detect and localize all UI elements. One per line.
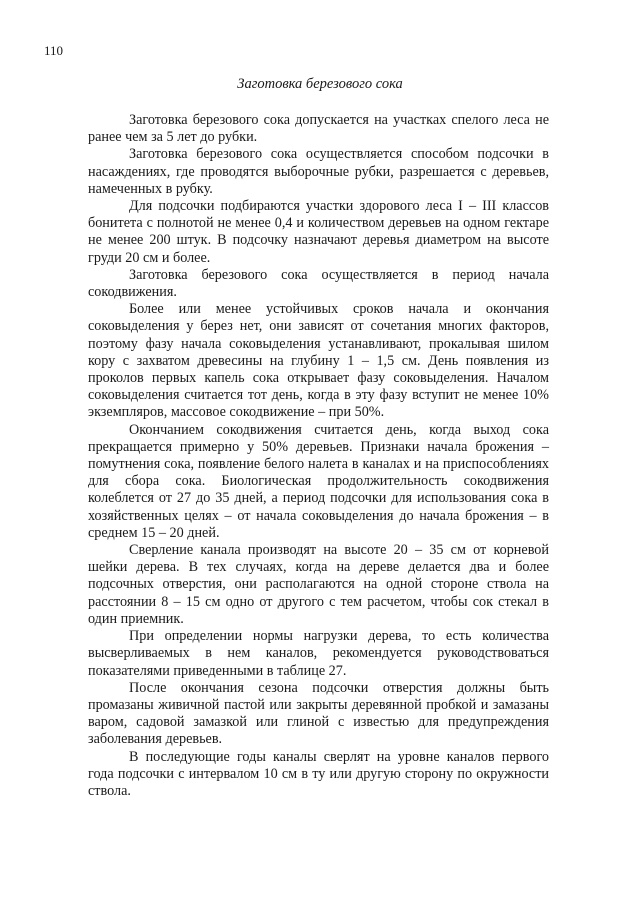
section-title: Заготовка березового сока (237, 76, 403, 92)
paragraph: Заготовка березового сока допускается на участках спелого леса не ранее чем за 5 лет до рубки. (88, 112, 549, 146)
paragraph: Для подсочки подбираются участки здорового леса I – III классов бонитета с полнотой не менее 0,4 и количеством деревьев на одном гектаре не менее 200 штук. В подсочку назначают деревья диаметром на высоте груди 20 см и более. (88, 198, 549, 266)
page-number: 110 (44, 43, 64, 58)
paragraph: Сверление канала производят на высоте 20 – 35 см от корневой шейки дерева. В тех случаях, когда на дереве делается два и более подсочных отверстия, они располагаются на одной стороне ствола на расстоянии 8 – 15 см одно от другого с тем расчетом, чтобы сок стекал в один приемник. (88, 542, 549, 627)
paragraph: Заготовка березового сока осуществляется способом подсочки в насаждениях, где проводятся выборочные рубки, разрешается с деревьев, намеченных в рубку. (88, 146, 549, 197)
paragraph: Заготовка березового сока осуществляется в период начала сокодвижения. (88, 266, 549, 301)
paragraph: В последующие годы каналы сверлят на уровне каналов первого года подсочки с интервалом 10 см в ту или другую сторону по окружности ствола. (88, 748, 549, 799)
paragraph: При определении нормы нагрузки дерева, то есть количества высверливаемых в нем каналов, рекомендуется руководствоваться показателями приведенными в таблице 27. (88, 628, 549, 679)
body-text (88, 112, 549, 800)
paragraph: Окончанием сокодвижения считается день, когда выход сока прекращается примерно у 50% деревьев. Признаки начала брожения – помутнения сока, появление белого налета в каналах и на приспособлениях для сбора сока. Биологическая продолжительность сокодвижения колеблется от 27 до 35 дней, а период подсочки для использования сока в хозяйственных целях – от начала соковыделения до начала брожения – в среднем 15 – 20 дней. (88, 421, 549, 541)
paragraph: Более или менее устойчивых сроков начала и окончания соковыделения у берез нет, они зависят от сочетания многих факторов, поэтому фазу начала соковыделения устанавливают, прокалывая шилом кору с захватом древесины на глубину 1 – 1,5 см. День появления из проколов первых капель сока открывает фазу соковыделения. Началом соковыделения считается тот день, когда в эту фазу вступит не менее 10% экземпляров, массовое сокодвижение – при 50%. (88, 301, 549, 421)
paragraph: После окончания сезона подсочки отверстия должны быть промазаны живичной пастой или закрыты деревянной пробкой и замазаны варом, садовой замазкой или глиной с известью для предупреждения заболевания деревьев. (88, 679, 549, 748)
